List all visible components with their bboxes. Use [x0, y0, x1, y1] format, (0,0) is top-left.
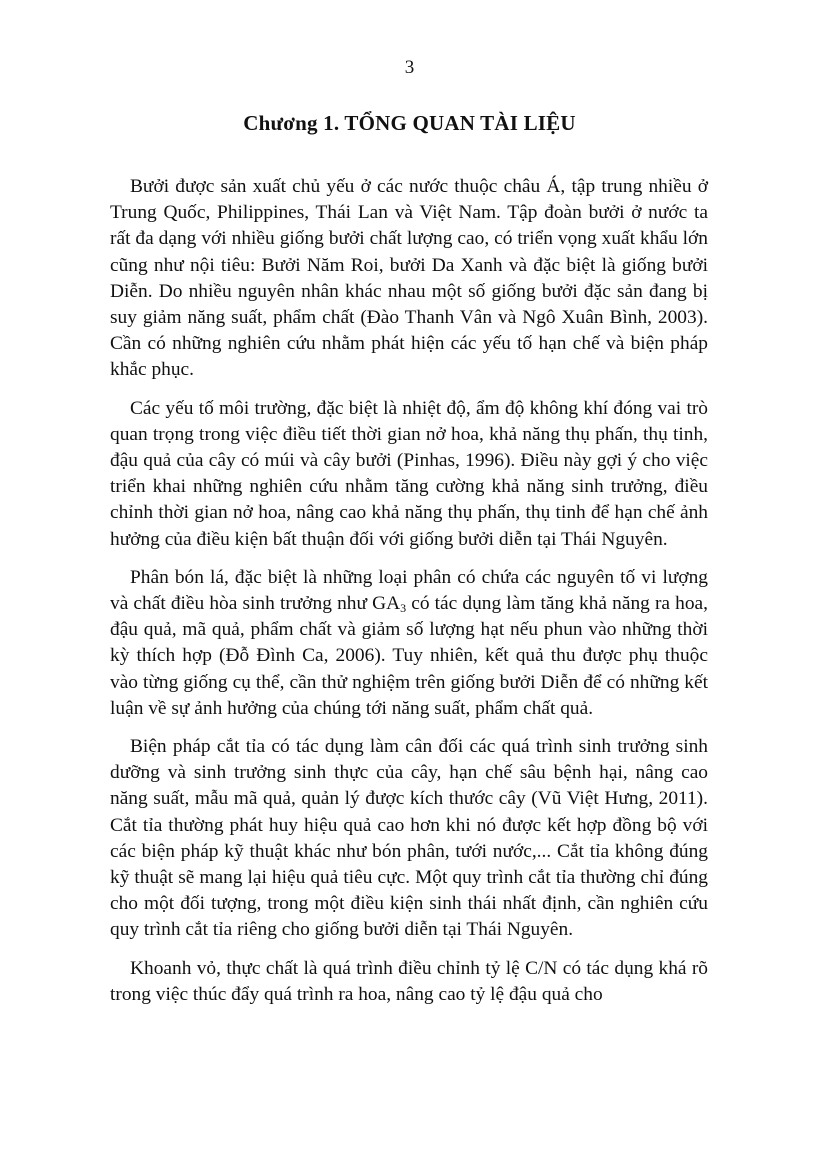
paragraph-2: Các yếu tố môi trường, đặc biệt là nhiệt độ, ẩm độ không khí đóng vai trò quan trọng trong việc điều tiết thời gian nở hoa, khả năng thụ phấn, thụ tinh, đậu quả của cây có múi và cây bưởi (Pinhas, 1996). Điều này gợi ý cho việc triển khai những nghiên cứu nhằm tăng cường khả năng sinh trưởng, điều chỉnh thời gian nở hoa, nâng cao khả năng thụ phấn, thụ tinh để hạn chế ảnh hưởng của điều kiện bất thuận đối với giống bưởi diễn tại Thái Nguyên. [110, 397, 708, 550]
page-number: 3 [404, 57, 415, 78]
paragraph-5: Khoanh vỏ, thực chất là quá trình điều chỉnh tỷ lệ C/N có tác dụng khá rõ trong việc thúc đẩy quá trình ra hoa, nâng cao tỷ lệ đậu quả cho [110, 957, 708, 1005]
paragraph-3 [110, 565, 708, 722]
paragraph-3-text-a: Phân bón lá, đặc biệt là những loại phân có chứa các nguyên tố vi lượng và chất điều hòa sinh trưởng như GA [110, 566, 708, 615]
paragraph-4: Biện pháp cắt tỉa có tác dụng làm cân đối các quá trình sinh trưởng sinh dưỡng và sinh trưởng sinh thực của cây, hạn chế sâu bệnh hại, nâng cao năng suất, mẫu mã quả, quản lý được kích thước cây (Vũ Việt Hưng, 2011). Cắt tỉa thường phát huy hiệu quả cao hơn khi nó được kết hợp đồng bộ với các biện pháp kỹ thuật khác như bón phân, tưới nước,... Cắt tỉa không đúng kỹ thuật sẽ mang lại hiệu quả tiêu cực. Một quy trình cắt tỉa thường chỉ đúng cho một đối tượng, trong một điều kiện sinh thái nhất định, cần nghiên cứu quy trình cắt tỉa riêng cho giống bưởi diễn tại Thái Nguyên. [110, 736, 708, 941]
ga-subscript: 3 [400, 601, 407, 616]
paragraph-1: Bưởi được sản xuất chủ yếu ở các nước thuộc châu Á, tập trung nhiều ở Trung Quốc, Philippines, Thái Lan và Việt Nam. Tập đoàn bưởi ở nước ta rất đa dạng với nhiều giống bưởi chất lượng cao, có triển vọng xuất khẩu lớn cũng như nội tiêu: Bưởi Năm Roi, bưởi Da Xanh và đặc biệt là giống bưởi Diễn. Do nhiều nguyên nhân khác nhau một số giống bưởi đặc sản đang bị suy giảm năng suất, phẩm chất (Đào Thanh Vân và Ngô Xuân Bình, 2003). Cần có những nghiên cứu nhằm phát hiện các yếu tố hạn chế và biện pháp khắc phục. [110, 176, 708, 381]
chapter-title: Chương 1. TỔNG QUAN TÀI LIỆU [243, 111, 576, 135]
body-text [110, 174, 708, 1020]
paragraph-3-text-b: có tác dụng làm tăng khả năng ra hoa, đậu quả, mã quả, phẩm chất và giảm số lượng hạt nếu phun vào những thời kỳ thích hợp (Đỗ Đình Ca, 2006). Tuy nhiên, kết quả thu được phụ thuộc vào từng giống cụ thể, cần thử nghiệm trên giống bưởi Diễn để có những kết luận về sự ảnh hưởng của chúng tới năng suất, phẩm chất quả. [110, 593, 708, 719]
